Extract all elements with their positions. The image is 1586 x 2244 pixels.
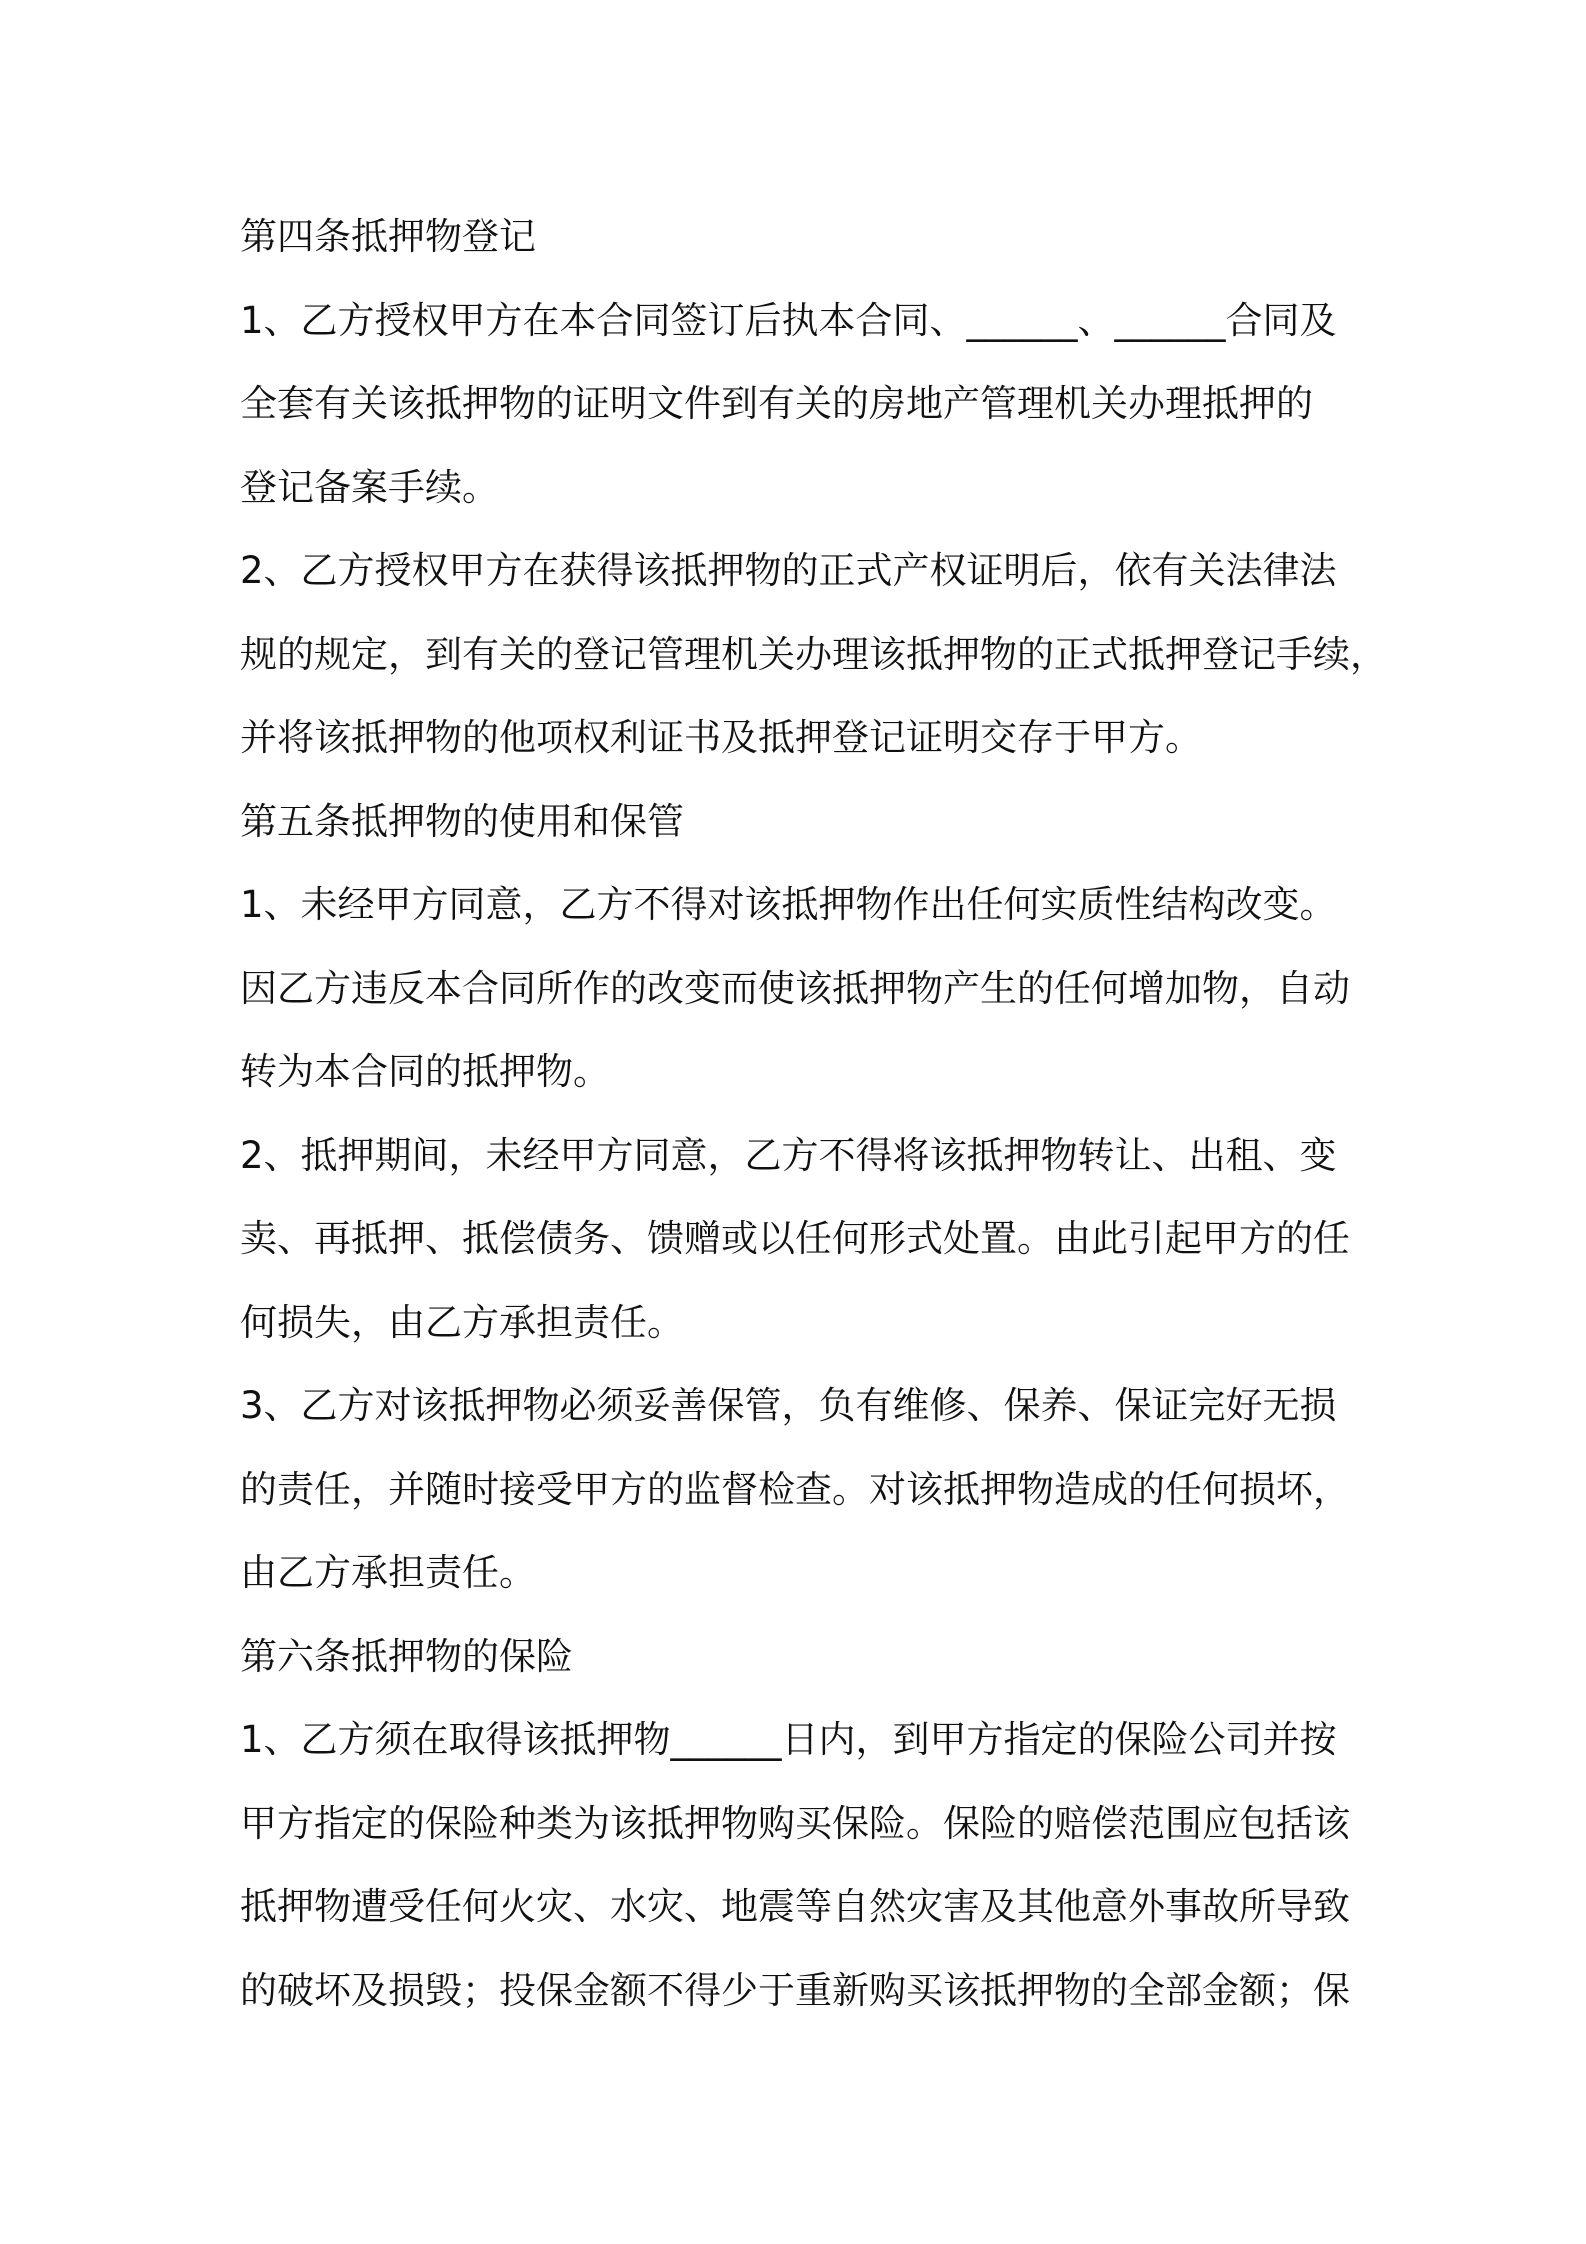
text-line: 登记备案手续。 [240, 465, 499, 509]
text-line: 1、乙方授权甲方在本合同签订后执本合同、______、______合同及 [240, 298, 1337, 342]
text-line: 并将该抵押物的他项权利证书及抵押登记证明交存于甲方。 [240, 716, 1202, 759]
text-line: 转为本合同的抵押物。 [240, 1050, 610, 1093]
text-line: 由乙方承担责任。 [240, 1551, 536, 1594]
text-line: 何损失，由乙方承担责任。 [240, 1300, 684, 1344]
section-heading-article-5: 第五条抵押物的使用和保管 [240, 799, 684, 843]
text-line: 2、乙方授权甲方在获得该抵押物的正式产权证明后，依有关法律法 [240, 549, 1337, 592]
text-line: 的破坏及损毁；投保金额不得少于重新购买该抵押物的全部金额；保 [240, 1968, 1350, 2012]
text-line: 全套有关该抵押物的证明文件到有关的房地产管理机关办理抵押的 [240, 382, 1313, 425]
text-line: 因乙方违反本合同所作的改变而使该抵押物产生的任何增加物，自动 [240, 966, 1350, 1010]
text-line: 抵押物遭受任何火灾、水灾、地震等自然灾害及其他意外事故所导致 [240, 1885, 1350, 1928]
section-heading-article-6: 第六条抵押物的保险 [240, 1634, 573, 1678]
text-line: 2、抵押期间，未经甲方同意，乙方不得将该抵押物转让、出租、变 [240, 1133, 1337, 1177]
text-line: 1、乙方须在取得该抵押物______日内，到甲方指定的保险公司并按 [240, 1718, 1337, 1761]
section-heading-article-4: 第四条抵押物登记 [240, 215, 536, 258]
document-body [240, 195, 1387, 2032]
text-line: 规的规定，到有关的登记管理机关办理该抵押物的正式抵押登记手续， [240, 632, 1387, 676]
text-line: 的责任，并随时接受甲方的监督检查。对该抵押物造成的任何损坏， [240, 1467, 1350, 1511]
text-line: 1、未经甲方同意，乙方不得对该抵押物作出任何实质性结构改变。 [240, 883, 1337, 926]
text-line: 3、乙方对该抵押物必须妥善保管，负有维修、保养、保证完好无损 [240, 1384, 1337, 1427]
text-line: 卖、再抵押、抵偿债务、馈赠或以任何形式处置。由此引起甲方的任 [240, 1217, 1350, 1260]
text-line: 甲方指定的保险种类为该抵押物购买保险。保险的赔偿范围应包括该 [240, 1801, 1350, 1845]
